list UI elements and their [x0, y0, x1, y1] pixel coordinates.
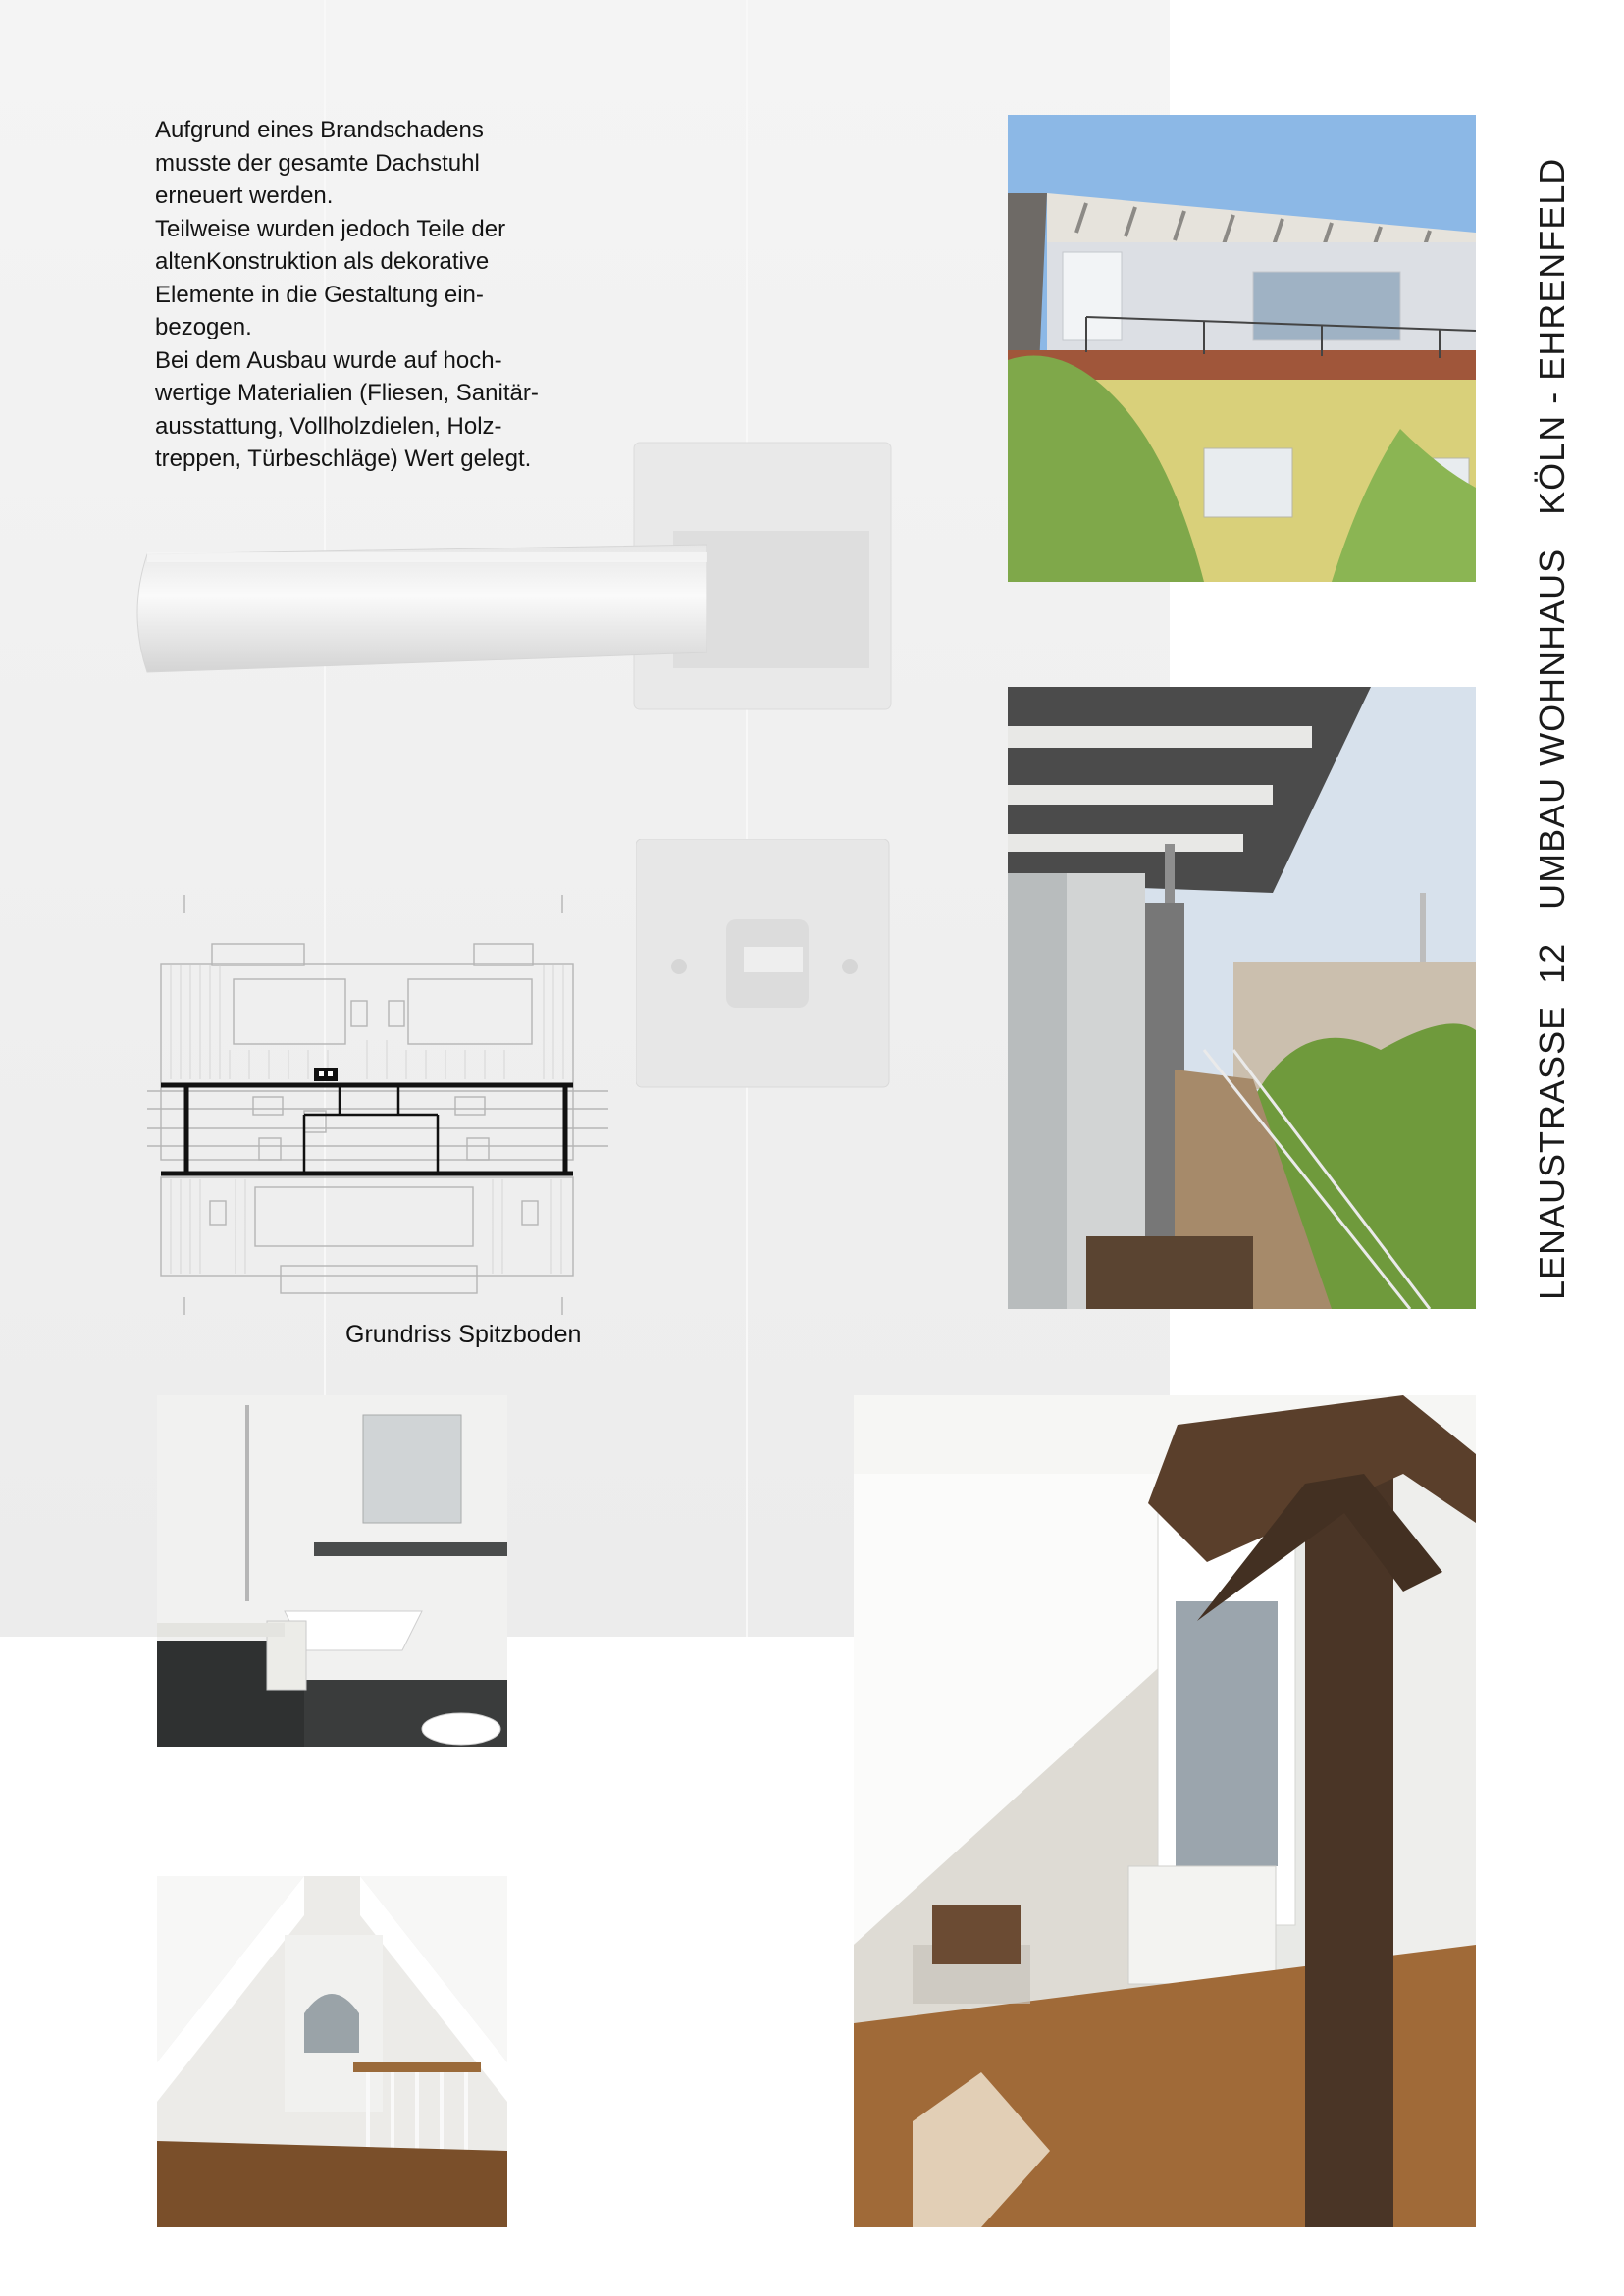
intro-line: wertige Materialien (Fliesen, Sanitär-	[155, 380, 539, 406]
door-rosette-image	[636, 839, 891, 1089]
plan-caption: Grundriss Spitzboden	[345, 1321, 582, 1348]
door-handle-image	[128, 437, 903, 721]
attic-stairwell-photo	[157, 1876, 507, 2227]
intro-line: altenKonstruktion als dekorative	[155, 248, 490, 275]
attic-beam-photo	[854, 1395, 1476, 2227]
project-location: KÖLN - EHRENFELD	[1532, 157, 1572, 515]
intro-line: Aufgrund eines Brandschadens	[155, 117, 484, 143]
bathroom-photo	[157, 1395, 507, 1747]
intro-line: Bei dem Ausbau wurde auf hoch-	[155, 346, 502, 374]
intro-line: Teilweise wurden jedoch Teile der	[155, 215, 506, 242]
intro-line: erneuert werden.	[155, 183, 334, 209]
intro-line: ausstattung, Vollholzdielen, Holz-	[155, 412, 502, 440]
side-title	[1531, 113, 1574, 1300]
intro-line: treppen, Türbeschläge) Wert gelegt.	[155, 445, 532, 472]
intro-line: Elemente in die Gestaltung ein-	[155, 281, 484, 308]
facade-photo	[1008, 115, 1476, 582]
intro-line: bezogen.	[155, 314, 252, 340]
project-type: UMBAU WOHNHAUS	[1532, 548, 1572, 910]
floor-plan-drawing	[147, 893, 608, 1315]
background-line	[746, 0, 748, 1637]
balcony-photo	[1008, 687, 1476, 1309]
project-address: LENAUSTRASSE 12	[1532, 942, 1572, 1300]
intro-text	[155, 114, 616, 476]
intro-line: musste der gesamte Dachstuhl	[155, 149, 480, 177]
